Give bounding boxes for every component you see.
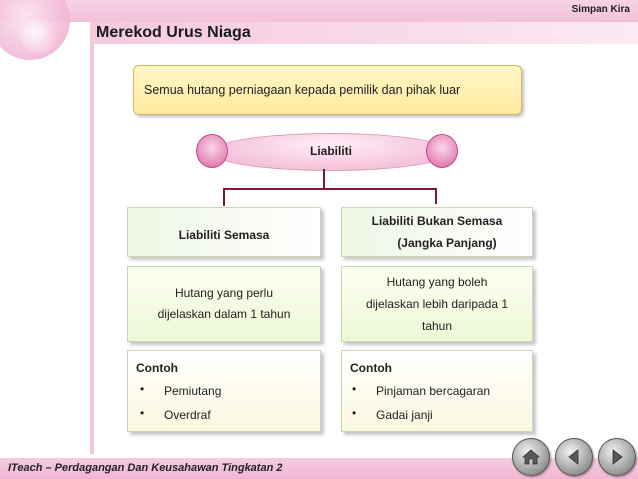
left-examples-label: Contoh [136,361,178,375]
next-button[interactable] [598,438,636,476]
page-title: Merekod Urus Niaga [96,24,251,41]
top-bar [0,0,638,22]
right-example-1: Pinjaman bercagaran [376,384,491,398]
right-heading-card [341,207,533,257]
right-examples-card [341,350,533,432]
right-example-2: Gadai janji [376,408,433,422]
next-icon [607,447,627,467]
home-button[interactable] [512,438,550,476]
left-strip [90,44,94,454]
right-description-line-1: Hutang yang boleh [386,275,488,289]
left-heading-card [127,207,321,257]
left-heading: Liabiliti Semasa [178,228,270,242]
left-examples-card [127,350,321,432]
right-heading-line-2: (Jangka Panjang) [397,236,497,250]
bullet-icon: • [352,406,357,420]
title-bar [90,22,638,44]
right-examples-label: Contoh [350,361,392,375]
left-ball-decoration [196,134,228,168]
previous-button[interactable] [555,438,593,476]
decorative-circle [20,18,56,54]
connector-right-drop [435,188,437,204]
footer-text: ITeach – Perdagangan Dan Keusahawan Tingkatan 2 [8,462,283,474]
left-example-2: Overdraf [164,408,211,422]
simpan-kira-link[interactable]: Simpan Kira [571,4,630,15]
bullet-icon: • [140,382,145,396]
bullet-icon: • [352,382,357,396]
left-description-line-2: dijelaskan dalam 1 tahun [157,307,291,321]
right-heading-line-1: Liabiliti Bukan Semasa [371,214,503,228]
definition-text: Semua hutang perniagaan kepada pemilik dan pihak luar [144,83,461,97]
connector-left-drop [223,188,225,206]
right-description-line-3: tahun [421,319,453,333]
home-icon [521,447,541,467]
left-description-card [127,266,321,342]
right-description-card [341,266,533,342]
right-ball-decoration [426,134,458,168]
root-label: Liabiliti [310,144,352,158]
right-description-line-2: dijelaskan lebih daripada 1 [365,297,509,311]
bullet-icon: • [140,406,145,420]
previous-icon [564,447,584,467]
definition-box [133,65,522,115]
connector-vertical-root [323,169,325,189]
left-description-line-1: Hutang yang perlu [174,286,274,300]
left-example-1: Pemiutang [164,384,222,398]
connector-horizontal [223,188,437,190]
root-node [210,133,452,171]
